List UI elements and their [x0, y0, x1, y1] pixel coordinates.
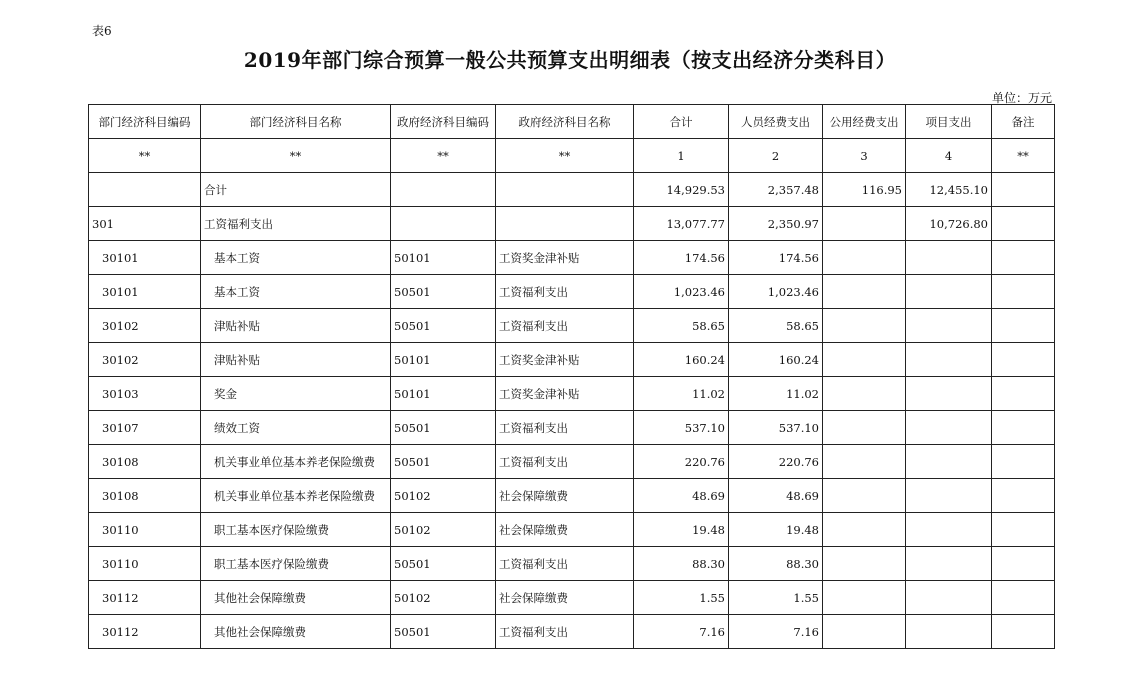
cell-dept-code: 30102 [89, 343, 201, 377]
cell-total: 160.24 [634, 343, 729, 377]
cell-dept-name: 津贴补贴 [201, 343, 391, 377]
table-row [89, 343, 1055, 377]
cell-dept-code: 30108 [89, 479, 201, 513]
cell-personnel: 174.56 [729, 241, 823, 275]
cell-dept-code: 30101 [89, 275, 201, 309]
cell-dept-code: 30103 [89, 377, 201, 411]
cell-note [992, 615, 1055, 649]
cell-public [823, 615, 906, 649]
marker-cell: 4 [906, 139, 992, 173]
cell-total: 7.16 [634, 615, 729, 649]
cell-dept-code: 30110 [89, 513, 201, 547]
table-row [89, 479, 1055, 513]
cell-dept-code: 30112 [89, 615, 201, 649]
cell-project: 10,726.80 [906, 207, 992, 241]
header-project: 项目支出 [906, 105, 992, 139]
cell-personnel: 19.48 [729, 513, 823, 547]
cell-dept-name: 其他社会保障缴费 [201, 615, 391, 649]
expenditure-table [88, 104, 1055, 649]
header-total: 合计 [634, 105, 729, 139]
cell-gov-name: 工资福利支出 [496, 309, 634, 343]
cell-project: 12,455.10 [906, 173, 992, 207]
cell-gov-name: 工资福利支出 [496, 547, 634, 581]
cell-gov-name: 社会保障缴费 [496, 513, 634, 547]
cell-dept-name: 其他社会保障缴费 [201, 581, 391, 615]
cell-personnel: 160.24 [729, 343, 823, 377]
cell-personnel: 88.30 [729, 547, 823, 581]
marker-cell: 1 [634, 139, 729, 173]
cell-note [992, 479, 1055, 513]
cell-public [823, 343, 906, 377]
cell-public [823, 445, 906, 479]
table-row [89, 173, 1055, 207]
marker-cell: ** [992, 139, 1055, 173]
cell-personnel: 48.69 [729, 479, 823, 513]
cell-gov-name: 社会保障缴费 [496, 479, 634, 513]
cell-note [992, 173, 1055, 207]
cell-project [906, 513, 992, 547]
header-gov-code: 政府经济科目编码 [391, 105, 496, 139]
cell-public [823, 207, 906, 241]
table-row [89, 445, 1055, 479]
cell-gov-code: 50101 [391, 343, 496, 377]
cell-total: 19.48 [634, 513, 729, 547]
cell-note [992, 275, 1055, 309]
cell-public [823, 377, 906, 411]
cell-note [992, 547, 1055, 581]
cell-project [906, 275, 992, 309]
cell-personnel: 2,357.48 [729, 173, 823, 207]
cell-dept-name: 绩效工资 [201, 411, 391, 445]
cell-dept-name: 奖金 [201, 377, 391, 411]
cell-total: 1,023.46 [634, 275, 729, 309]
header-personnel: 人员经费支出 [729, 105, 823, 139]
cell-dept-name: 合计 [201, 173, 391, 207]
cell-dept-name: 职工基本医疗保险缴费 [201, 513, 391, 547]
cell-project [906, 479, 992, 513]
cell-personnel: 220.76 [729, 445, 823, 479]
cell-gov-name [496, 173, 634, 207]
cell-note [992, 581, 1055, 615]
cell-personnel: 1,023.46 [729, 275, 823, 309]
cell-gov-code [391, 207, 496, 241]
cell-project [906, 411, 992, 445]
cell-gov-name: 工资福利支出 [496, 411, 634, 445]
cell-note [992, 241, 1055, 275]
table-row [89, 411, 1055, 445]
cell-project [906, 343, 992, 377]
cell-total: 537.10 [634, 411, 729, 445]
cell-gov-code: 50501 [391, 275, 496, 309]
marker-row [89, 139, 1055, 173]
cell-note [992, 343, 1055, 377]
header-gov-name: 政府经济科目名称 [496, 105, 634, 139]
cell-dept-code: 30107 [89, 411, 201, 445]
table-row [89, 275, 1055, 309]
table-row [89, 207, 1055, 241]
cell-note [992, 445, 1055, 479]
cell-gov-name: 工资福利支出 [496, 275, 634, 309]
marker-cell: ** [391, 139, 496, 173]
marker-cell: ** [496, 139, 634, 173]
cell-total: 14,929.53 [634, 173, 729, 207]
marker-cell: 2 [729, 139, 823, 173]
cell-project [906, 445, 992, 479]
cell-dept-name: 职工基本医疗保险缴费 [201, 547, 391, 581]
cell-gov-code: 50501 [391, 309, 496, 343]
cell-personnel: 537.10 [729, 411, 823, 445]
cell-note [992, 309, 1055, 343]
cell-dept-code: 30110 [89, 547, 201, 581]
cell-gov-name [496, 207, 634, 241]
cell-gov-name: 社会保障缴费 [496, 581, 634, 615]
cell-note [992, 513, 1055, 547]
cell-public [823, 309, 906, 343]
cell-project [906, 581, 992, 615]
cell-personnel: 1.55 [729, 581, 823, 615]
cell-gov-code: 50101 [391, 377, 496, 411]
cell-gov-name: 工资奖金津补贴 [496, 343, 634, 377]
cell-project [906, 615, 992, 649]
cell-dept-code [89, 173, 201, 207]
cell-total: 1.55 [634, 581, 729, 615]
cell-gov-code: 50102 [391, 479, 496, 513]
cell-project [906, 309, 992, 343]
cell-dept-code: 30108 [89, 445, 201, 479]
cell-dept-name: 机关事业单位基本养老保险缴费 [201, 479, 391, 513]
table-row [89, 241, 1055, 275]
cell-dept-name: 工资福利支出 [201, 207, 391, 241]
cell-public [823, 479, 906, 513]
cell-project [906, 547, 992, 581]
cell-personnel: 7.16 [729, 615, 823, 649]
cell-gov-code: 50102 [391, 581, 496, 615]
cell-gov-name: 工资奖金津补贴 [496, 377, 634, 411]
cell-public [823, 513, 906, 547]
cell-project [906, 241, 992, 275]
table-row [89, 377, 1055, 411]
table-row [89, 513, 1055, 547]
cell-note [992, 411, 1055, 445]
table-row [89, 615, 1055, 649]
cell-dept-code: 301 [89, 207, 201, 241]
cell-personnel: 11.02 [729, 377, 823, 411]
cell-dept-code: 30112 [89, 581, 201, 615]
cell-public [823, 411, 906, 445]
cell-total: 48.69 [634, 479, 729, 513]
table-row [89, 309, 1055, 343]
cell-total: 11.02 [634, 377, 729, 411]
cell-gov-code: 50501 [391, 615, 496, 649]
unit-label: 单位：万元 [991, 91, 1052, 105]
cell-gov-code: 50501 [391, 411, 496, 445]
cell-note [992, 207, 1055, 241]
cell-gov-code [391, 173, 496, 207]
header-dept-name: 部门经济科目名称 [201, 105, 391, 139]
cell-total: 174.56 [634, 241, 729, 275]
cell-note [992, 377, 1055, 411]
cell-dept-name: 机关事业单位基本养老保险缴费 [201, 445, 391, 479]
cell-gov-name: 工资福利支出 [496, 445, 634, 479]
cell-dept-code: 30101 [89, 241, 201, 275]
header-public: 公用经费支出 [823, 105, 906, 139]
cell-project [906, 377, 992, 411]
page-title: 2019年部门综合预算一般公共预算支出明细表（按支出经济分类科目） [243, 48, 897, 72]
marker-cell: ** [89, 139, 201, 173]
cell-dept-name: 津贴补贴 [201, 309, 391, 343]
cell-dept-name: 基本工资 [201, 275, 391, 309]
cell-dept-code: 30102 [89, 309, 201, 343]
cell-total: 88.30 [634, 547, 729, 581]
cell-gov-code: 50501 [391, 445, 496, 479]
header-row [89, 105, 1055, 139]
header-dept-code: 部门经济科目编码 [89, 105, 201, 139]
cell-personnel: 2,350.97 [729, 207, 823, 241]
cell-public [823, 241, 906, 275]
cell-public: 116.95 [823, 173, 906, 207]
table-row [89, 547, 1055, 581]
table-row [89, 581, 1055, 615]
cell-public [823, 547, 906, 581]
cell-gov-code: 50501 [391, 547, 496, 581]
table-label: 表6 [92, 24, 112, 38]
cell-gov-name: 工资福利支出 [496, 615, 634, 649]
cell-total: 220.76 [634, 445, 729, 479]
marker-cell: 3 [823, 139, 906, 173]
cell-gov-name: 工资奖金津补贴 [496, 241, 634, 275]
cell-gov-code: 50102 [391, 513, 496, 547]
marker-cell: ** [201, 139, 391, 173]
cell-public [823, 581, 906, 615]
cell-dept-name: 基本工资 [201, 241, 391, 275]
cell-total: 58.65 [634, 309, 729, 343]
header-note: 备注 [992, 105, 1055, 139]
cell-public [823, 275, 906, 309]
cell-total: 13,077.77 [634, 207, 729, 241]
cell-gov-code: 50101 [391, 241, 496, 275]
cell-personnel: 58.65 [729, 309, 823, 343]
